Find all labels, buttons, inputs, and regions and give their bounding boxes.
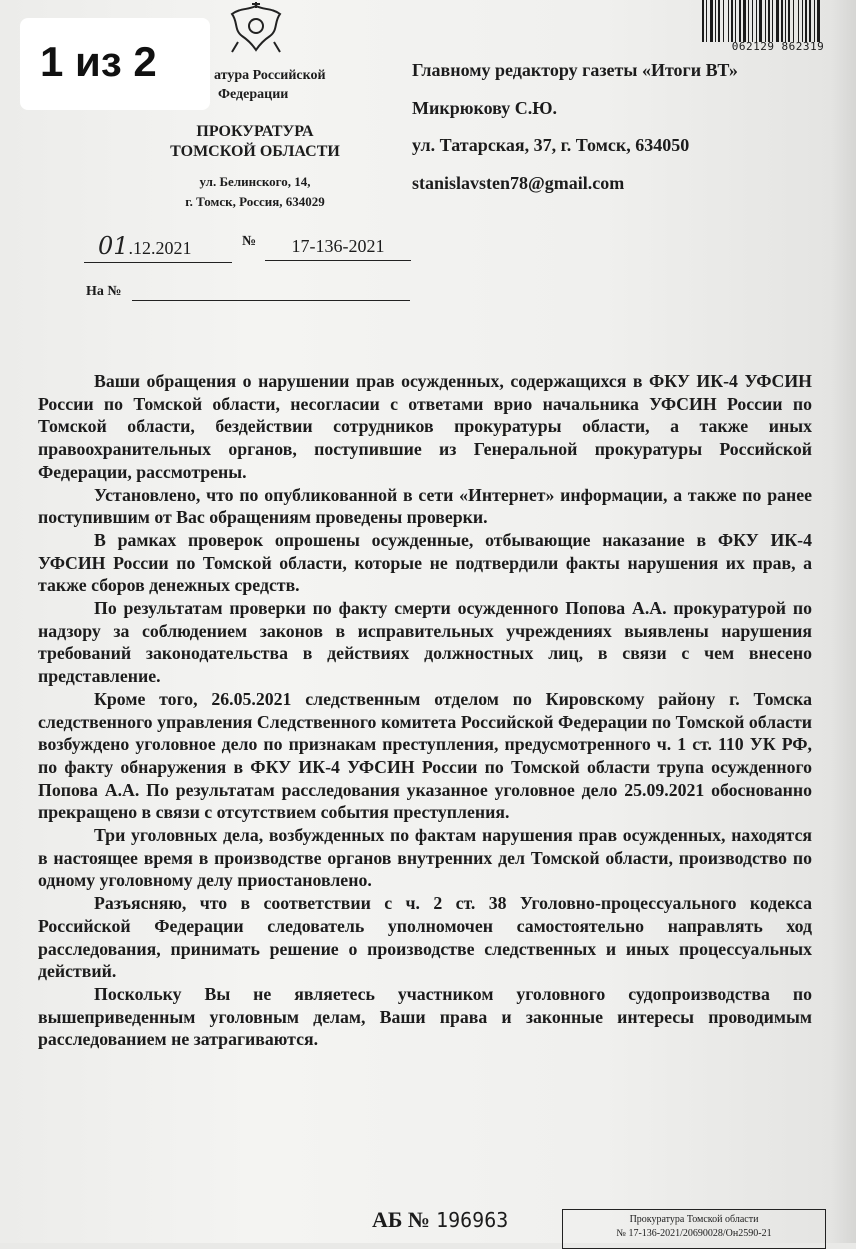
recipient-email: stanislavsten78@gmail.com: [412, 172, 625, 193]
sender-org-fragment: [214, 66, 326, 104]
barcode-bar: [756, 0, 757, 42]
barcode-bar: [759, 0, 762, 42]
reply-to-label: На №: [86, 284, 122, 299]
registration-number: 17-136-2021: [265, 232, 411, 261]
sender-org-name: [150, 122, 360, 162]
recipient-line3: ул. Татарская, 37, г. Томск, 634050: [412, 135, 690, 155]
barcode-bar: [788, 0, 790, 42]
barcode-bar: [752, 0, 753, 42]
barcode-bar: [728, 0, 729, 42]
barcode-bar: [785, 0, 786, 42]
barcode-bar: [743, 0, 746, 42]
registration-date-rest: .12.2021: [128, 238, 192, 258]
barcode-bar: [723, 0, 724, 42]
body-paragraph: Поскольку Вы не являетесь участником уголовного судопроизводства по вышеприведенным уголовным делам, Ваши права и законные интересы проводимым расследованием не затрагиваются.: [38, 983, 812, 1050]
barcode-bar: [793, 0, 794, 42]
reply-to-blank-line: [132, 300, 410, 301]
barcode-bar: [768, 0, 770, 42]
barcode-bar: [715, 0, 716, 42]
registration-number-label: №: [242, 234, 257, 249]
barcode-bar: [817, 0, 820, 42]
body-paragraph: Установлено, что по опубликованной в сети «Интернет» информации, а также по ранее поступившим от Вас обращениям проведены проверки.: [38, 484, 812, 528]
sender-org-fragment-line2: Федерации: [218, 87, 289, 102]
body-paragraph: По результатам проверки по факту смерти осужденного Попова А.А. прокуратурой по надзору за соблюдением законов в исправительных учреждениях выявлены нарушения требований законодательства в действиях должностных лиц, в связи с чем внесено представление.: [38, 598, 812, 687]
body-paragraph: Кроме того, 26.05.2021 следственным отделом по Кировскому району г. Томска следственного управления Следственного комитета Российской Федерации по Томской области возбуждено уголовное дело по признакам преступления, предусмотренного ч. 1 ст. 110 УК РФ, по факту обнаружения в ФКУ ИК-4 УФСИН России по Томской области трупа осужденного Попова А.А. По результатам расследования указанное уголовное дело 25.09.2021 обоснованно прекращено в связи с отсутствием события преступления.: [38, 688, 812, 823]
barcode-bar: [765, 0, 766, 42]
letter-body: [38, 370, 812, 1051]
body-paragraph: Ваши обращения о нарушении прав осужденных, содержащихся в ФКУ ИК-4 УФСИН России по Томской области, несогласии с ответами врио начальника УФСИН России по Томской области, бездействии сотрудников прокуратуры области, а также иных правоохранительных органов, поступившие из Генеральной прокуратуры Российской Федерации, рассмотрены.: [38, 371, 812, 482]
barcode-number: 062129 862319: [731, 40, 825, 53]
registration-date: [84, 232, 232, 263]
barcode-bar: [739, 0, 741, 42]
barcode-bar: [710, 0, 713, 42]
barcode-bar: [805, 0, 807, 42]
barcode-bar: [798, 0, 799, 42]
sender-address-line2: г. Томск, Россия, 634029: [185, 194, 325, 209]
page-counter: 1 из 2: [20, 18, 210, 110]
sender-address: [150, 172, 360, 212]
recipient-block: [412, 52, 738, 202]
coat-of-arms-icon: [218, 0, 294, 56]
sender-address-line1: ул. Белинского, 14,: [199, 174, 311, 189]
barcode-bar: [781, 0, 783, 42]
barcode-bar: [718, 0, 720, 42]
sender-org-fragment-line1: атура Российской: [214, 68, 326, 83]
barcode-bar: [809, 0, 811, 42]
body-paragraph: Разъясняю, что в соответствии с ч. 2 ст. 38 Уголовно-процессуального кодекса Российской Федерации следователь уполномочен самостоятельно направлять ход расследования, принимать решение о производстве следственных и иных процессуальных действий.: [38, 893, 812, 982]
registration-date-day: 01: [98, 232, 129, 260]
form-serial: [372, 1207, 508, 1233]
body-paragraph: В рамках проверок опрошены осужденные, отбывающие наказание в ФКУ ИК-4 УФСИН России по Томской области, которые не подтвердили факты нарушения их прав, а также сборов денежных средств.: [38, 529, 812, 596]
barcode-bar: [772, 0, 773, 42]
scan-shadow: [830, 0, 856, 1243]
form-serial-series: АБ №: [372, 1207, 431, 1232]
recipient-line1: Главному редактору газеты «Итоги ВТ»: [412, 60, 738, 80]
barcode-bar: [814, 0, 815, 42]
registration-stamp: [562, 1209, 826, 1249]
registration-stamp-line2: № 17-136-2021/20690028/Он2590-21: [616, 1228, 772, 1239]
body-paragraph: Три уголовных дела, возбужденных по фактам нарушения прав осужденных, находятся в настоящее время в производстве органов внутренних дел Томской области, производство по одному уголовному делу приостановлено.: [38, 825, 812, 891]
barcode-bar: [702, 0, 704, 42]
registration-stamp-line1: Прокуратура Томской области: [629, 1214, 759, 1225]
sender-org-name-line2: ТОМСКОЙ ОБЛАСТИ: [170, 143, 340, 160]
barcode-bar: [706, 0, 707, 42]
barcode-bar: [776, 0, 779, 42]
barcode-bar: [731, 0, 733, 42]
sender-org-name-line1: ПРОКУРАТУРА: [196, 123, 314, 140]
barcode-bar: [735, 0, 736, 42]
form-serial-number: 196963: [436, 1208, 509, 1232]
recipient-line2: Микрюкову С.Ю.: [412, 97, 558, 118]
barcode-bar: [802, 0, 803, 42]
barcode-bar: [748, 0, 749, 42]
